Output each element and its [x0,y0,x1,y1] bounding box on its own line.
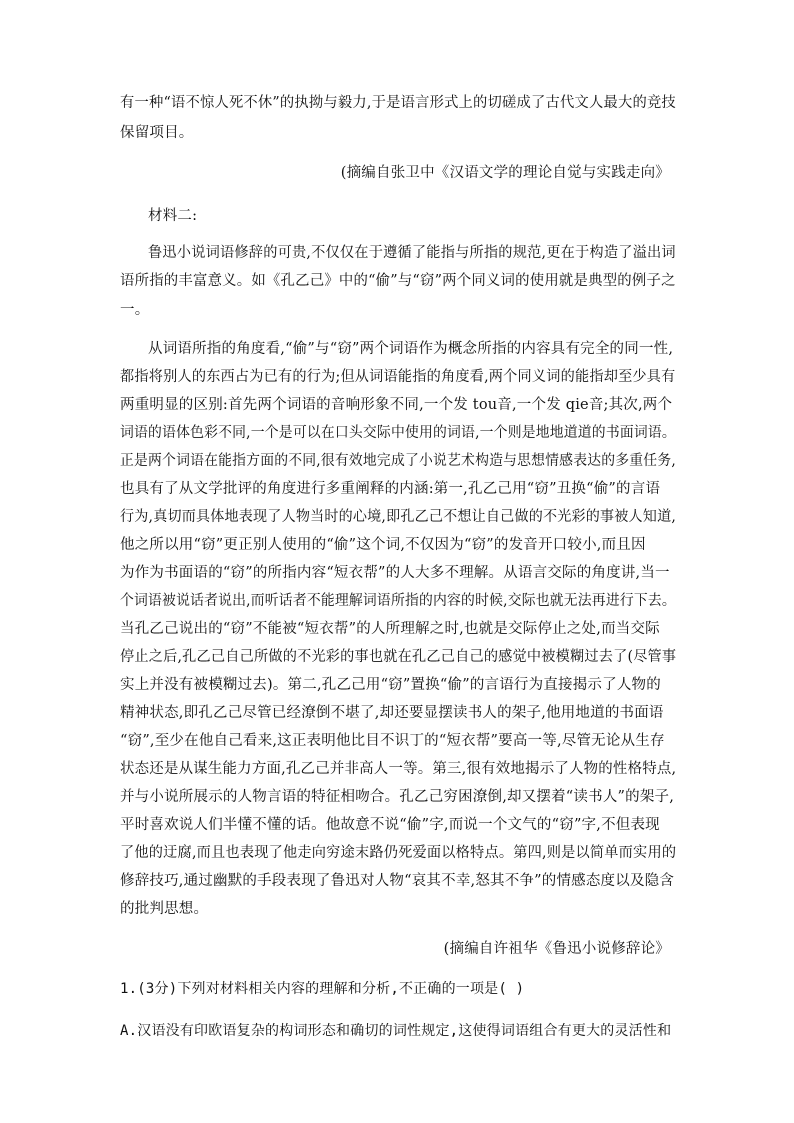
material-2-heading: 材料二: [148,208,198,224]
paragraph-2-line-20: 修辞技巧,通过幽默的手段表现了鲁迅对人物“哀其不幸,怒其不争”的情感态度以及隐含 [120,873,675,889]
paragraph-2-line-5: 正是两个词语在能指方面的不同,很有效地完成了小说艺术构造与思想情感表达的多重任务, [120,453,676,469]
paragraph-2-line-15: “窃”,至少在他自己看来,这正表明他比目不识丁的“短衣帮”要高一等,尽管无论从生存 [120,733,665,749]
paragraph-2-line-7: 行为,真切而具体地表现了人物当时的心境,即孔乙己不想让自己做的不光彩的事被人知道, [120,509,677,525]
paragraph-2-line-14: 精神状态,即孔乙己尽管已经潦倒不堪了,却还要显摆读书人的架子,他用地道的书面语 [120,705,664,721]
paragraph-2-line-8: 他之所以用“窃”更正别人使用的“偷”这个词,不仅因为“窃”的发音开口较小,而且因 [120,537,646,553]
paragraph-2-line-12: 停止之后,孔乙己自己所做的不光彩的事也就在孔乙己自己的感觉中被模糊过去了(尽管事 [120,649,677,665]
source-citation-2: (摘编自许祖华《鲁迅小说修辞论》 [443,941,670,957]
paragraph-2-line-18: 平时喜欢说人们半懂不懂的话。他故意不说“偷”字,而说一个文气的“窃”字,不但表现 [120,817,660,833]
paragraph-2-line-17: 并与小说所展示的人物言语的特征相吻合。孔乙己穷困潦倒,却又摆着“读书人”的架子, [120,789,675,805]
source-citation-1: (摘编自张卫中《汉语文学的理论自觉与实践走向》 [340,165,670,181]
paragraph-2-line-13: 实上并没有被模糊过去)。第二,孔乙己用“窃”置换“偷”的言语行为直接揭示了人物的 [120,677,661,693]
paragraph-1-line-2: 语所指的丰富意义。如《孔乙己》中的“偷”与“窃”两个同义词的使用就是典型的例子之 [120,273,676,289]
paragraph-2-line-6: 也具有了从文学批评的角度进行多重阐释的内涵:第一,孔乙己用“窃”丑换“偷”的言语 [120,481,661,497]
paragraph-2-line-4: 词语的语体色彩不同,一个是可以在口头交际中使用的词语,一个则是地地道道的书面词语。 [120,425,676,441]
question-1-option-a: A.汉语没有印欧语复杂的构词形态和确切的词性规定,这使得词语组合有更大的灵活性和 [120,1023,672,1039]
paragraph-2-line-1: 从词语所指的角度看,“偷”与“窃”两个词语作为概念所指的内容具有完全的同一性, [148,341,674,357]
paragraph-1-line-1: 鲁迅小说词语修辞的可贵,不仅仅在于遵循了能指与所指的规范,更在于构造了溢出词 [148,245,676,261]
question-1-stem: 1.(3分)下列对材料相关内容的理解和分析,不正确的一项是( ) [120,981,525,997]
paragraph-2-line-9: 为作为书面语的“窃”的所指内容“短衣帮”的人大多不理解。从语言交际的角度讲,当一 [120,565,670,581]
paragraph-2-line-10: 个词语被说话者说出,而听话者不能理解词语所指的内容的时候,交际也就无法再进行下去。 [120,593,676,609]
paragraph-2-line-2: 都指将别人的东西占为已有的行为;但从词语能指的角度看,两个同义词的能指却至少具有 [120,369,676,385]
intro-line-2: 保留项目。 [120,125,194,141]
paragraph-2-line-16: 状态还是从谋生能力方面,孔乙己并非高人一等。第三,很有效地揭示了人物的性格特点, [120,761,677,777]
paragraph-2-line-21: 的批判思想。 [120,901,209,917]
paragraph-2-line-11: 当孔乙己说出的“窃”不能被“短衣帮”的人所理解之时,也就是交际停止之处,而当交际 [120,621,660,637]
paragraph-2-line-3: 两重明显的区别:首先两个词语的音响形象不同,一个发 tou音,一个发 qie音;其次,两个 [120,397,673,413]
paragraph-1-line-3: 一。 [120,302,150,318]
paragraph-2-line-19: 了他的迂腐,而且也表现了他走向穷途末路仍死爱面以格特点。第四,则是以简单而实用的 [120,845,677,861]
intro-line-1: 有一种“语不惊人死不休”的执拗与毅力,于是语言形式上的切磋成了古代文人最大的竞技 [120,95,676,111]
